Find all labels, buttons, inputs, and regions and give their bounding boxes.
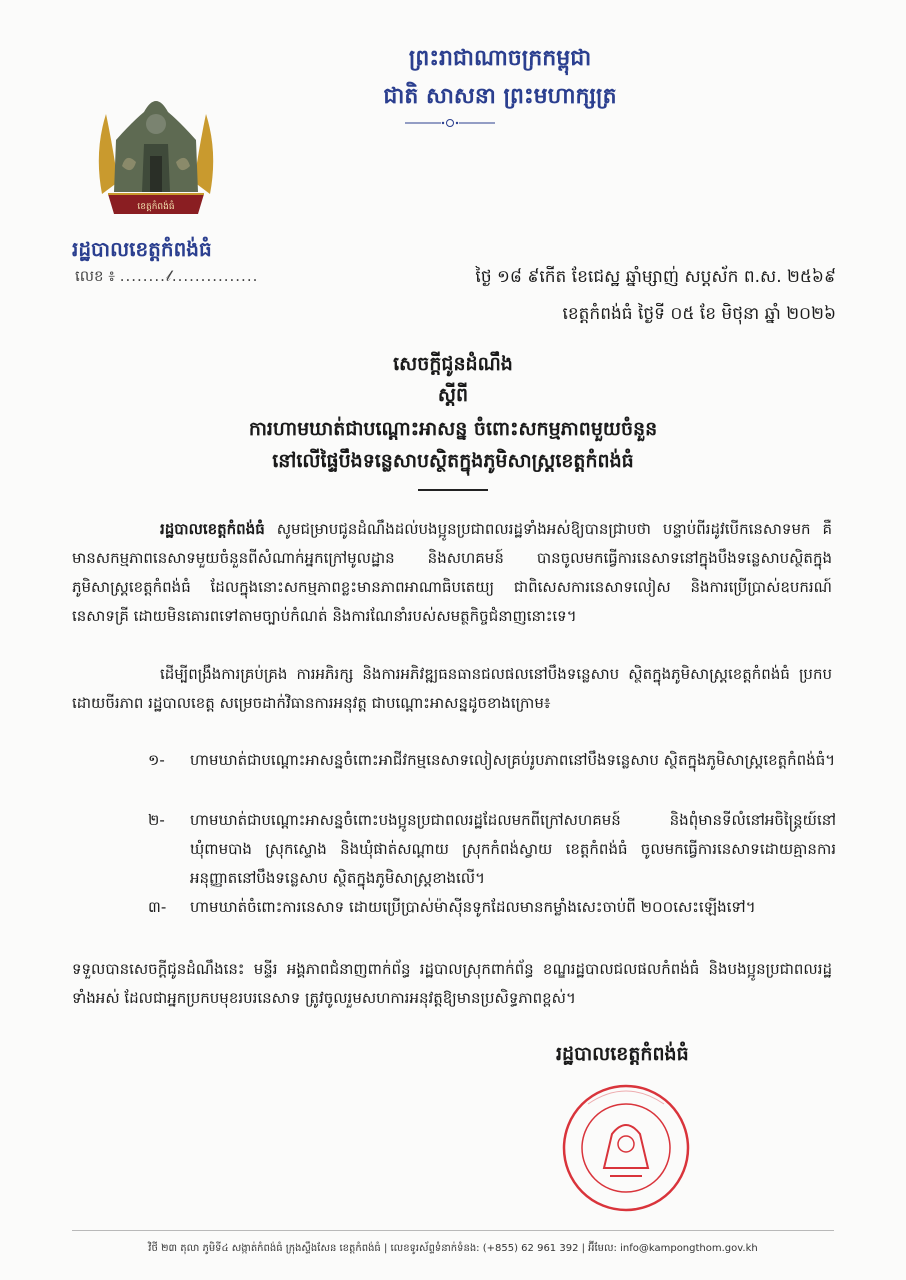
sender-agency: រដ្ឋបាលខេត្តកំពង់ធំ [72, 237, 212, 261]
ornament-divider [405, 118, 495, 128]
measure-number: ២- [148, 811, 165, 829]
measure-text: ហាមឃាត់ជាបណ្តោះអាសន្នចំពោះអាជីវកម្មនេសាទលៀសគ្រប់រូបភាពនៅបឹងទន្លេសាប ស្ថិតក្នុងភូមិសាស្ត្រខេត្តកំពង់ធំ។ [190, 751, 836, 769]
motto-heading: ជាតិ សាសនា ព្រះមហាក្សត្រ [383, 84, 617, 109]
closing-paragraph: ទទួលបានសេចក្តីជូនដំណឹងនេះ មន្ទីរ អង្គភាពជំនាញពាក់ព័ន្ធ រដ្ឋបាលស្រុកពាក់ព័ន្ធ ខណ្ឌរដ្ឋបាលជលផលកំពង់ធំ និងបងប្អូនប្រជាពលរដ្ឋទាំងអស់ ដែលជាអ្នកប្រកបមុខរបរនេសាទ ត្រូវចូលរួមសហការអនុវត្តឱ្យមានប្រសិទ្ធភាពខ្ពស់។ [72, 960, 832, 1007]
intro-paragraph [72, 515, 832, 631]
measure-number: ៣- [148, 898, 167, 916]
notice-subject-label: ស្តីពី [437, 384, 469, 406]
notice-subject-line2: នៅលើផ្ទៃបឹងទន្លេសាបស្ថិតក្នុងភូមិសាស្ត្រខេត្តកំពង់ធំ [272, 450, 634, 472]
measure-number: ១- [148, 751, 165, 769]
footer-contact: វិថី ២៣ តុលា ភូមិទី៤ សង្កាត់កំពង់ធំ ក្រុងស្ទឹងសែន ខេត្តកំពង់ធំ | លេខទូរស័ព្ទទំនាក់ទំនង: (+855) 62 961 392 | អ៊ីមែល: info@kampongthom.gov.kh [148, 1243, 758, 1254]
measure-item [148, 806, 836, 893]
reference-label: លេខ ៖ [75, 267, 115, 285]
footer-divider [72, 1230, 834, 1231]
kingdom-heading: ព្រះរាជាណាចក្រកម្ពុជា [408, 46, 592, 71]
title-divider [418, 489, 488, 491]
measure-text: ហាមឃាត់ជាបណ្តោះអាសន្នចំពោះបងប្អូនប្រជាពលរដ្ឋដែលមកពីក្រៅសហគមន៍ និងពុំមានទីលំនៅអចិន្ត្រៃយ៍នៅឃុំពាមបាង ស្រុកស្ទោង និងឃុំផាត់សណ្តាយ ស្រុកកំពង់ស្វាយ ខេត្តកំពង់ធំ ចូលមកធ្វើការនេសាទដោយគ្មានការអនុញ្ញាតនៅបឹងទន្លេសាប ស្ថិតក្នុងភូមិសាស្ត្រខាងលើ។ [190, 811, 836, 887]
measure-text: ហាមឃាត់ចំពោះការនេសាទ ដោយប្រើប្រាស់ម៉ាស៊ីនទូកដែលមានកម្លាំងសេះចាប់ពី ២០០សេះឡើងទៅ។ [190, 898, 756, 916]
measure-item [148, 746, 836, 775]
reference-value: ........𝓁............... [119, 267, 259, 285]
province-emblem [92, 82, 220, 222]
measure-item [148, 893, 836, 922]
measures-paragraph: ដើម្បីពង្រឹងការគ្រប់គ្រង ការអភិរក្ស និងការអភិវឌ្ឍធនធានជលផលនៅបឹងទន្លេសាប ស្ថិតក្នុងភូមិសាស្ត្រខេត្តកំពង់ធំ ប្រកបដោយចីរភាព រដ្ឋបាលខេត្ត សម្រេចដាក់វិធានការអនុវត្ត ជាបណ្តោះអាសន្នដូចខាងក្រោម៖ [72, 665, 832, 712]
signatory-agency: រដ្ឋបាលខេត្តកំពង់ធំ [556, 1043, 689, 1065]
emblem-label: ខេត្តកំពង់ធំ [137, 202, 175, 212]
intro-lead: រដ្ឋបាលខេត្តកំពង់ធំ [160, 520, 265, 538]
notice-title: សេចក្តីជូនដំណឹង [393, 353, 513, 375]
intro-text: សូមជម្រាបជូនដំណឹងដល់បងប្អូនប្រជាពលរដ្ឋទាំងអស់ឱ្យបានជ្រាបថា បន្ទាប់ពីរដូវបើកនេសាទមក គឺមានសកម្មភាពនេសាទមួយចំនួនពីសំណាក់អ្នកក្រៅមូលដ្ឋាន និងសហគមន៍ បានចូលមកធ្វើការនេសាទនៅក្នុងបឹងទន្លេសាបស្ថិតក្នុងភូមិសាស្ត្រខេត្តកំពង់ធំ ដែលក្នុងនោះសកម្មភាពខ្លះមានភាពអាណាធិបតេយ្យ ជាពិសេសការនេសាទលៀស និងការប្រើប្រាស់ឧបករណ៍នេសាទគ្រី ដោយមិនគោរពទៅតាមច្បាប់កំណត់ និងការណែនាំរបស់សមត្ថកិច្ចជំនាញនោះទេ។ [72, 520, 832, 625]
lunar-date: ថ្ងៃ ១៨ ៩កើត ខែជេស្ឋ ឆ្នាំម្សាញ់ សប្តស័ក ព.ស. ២៥៦៩ [475, 267, 836, 287]
reference-number [75, 267, 258, 289]
notice-subject-line1: ការហាមឃាត់ជាបណ្តោះអាសន្ន ចំពោះសកម្មភាពមួយចំនួន [248, 418, 658, 440]
official-stamp [560, 1082, 692, 1214]
solar-date: ខេត្តកំពង់ធំ ថ្ងៃទី ០៥ ខែ មិថុនា ឆ្នាំ ២០២៦ [562, 304, 836, 324]
